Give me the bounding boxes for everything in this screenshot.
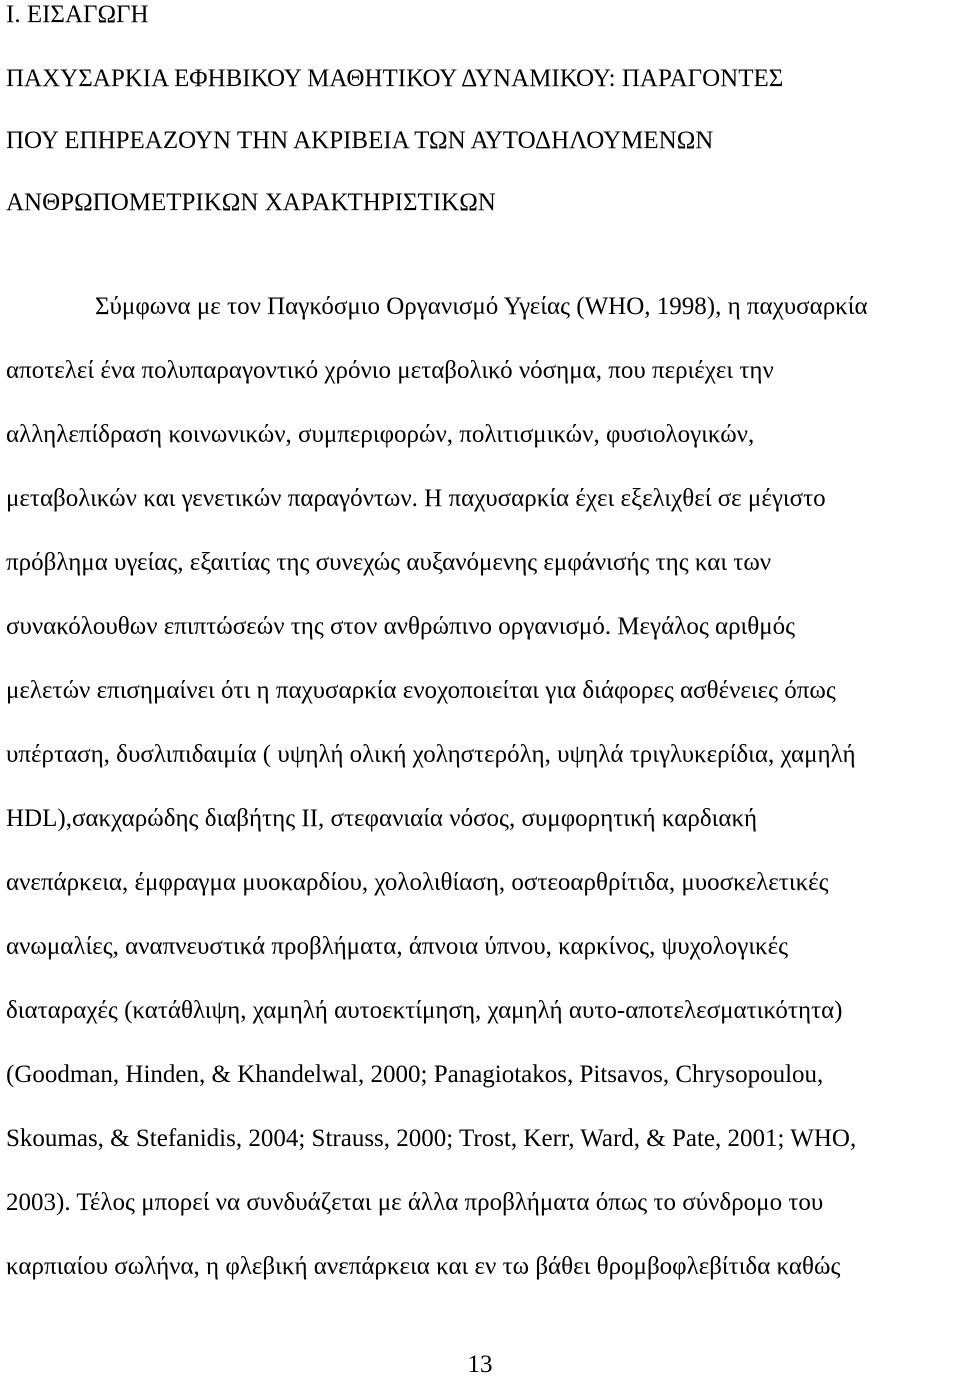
body-line: (Goodman, Hinden, & Khandelwal, 2000; Panagiotakos, Pitsavos, Chrysopoulou,	[6, 1061, 824, 1088]
title-line-3: ΑΝΘΡΩΠΟΜΕΤΡΙΚΩΝ ΧΑΡΑΚΤΗΡΙΣΤΙΚΩΝ	[6, 189, 496, 216]
body-line: ανωμαλίες, αναπνευστικά προβλήματα, άπνοια ύπνου, καρκίνος, ψυχολογικές	[6, 933, 789, 960]
body-line: Skoumas, & Stefanidis, 2004; Strauss, 2000; Trost, Kerr, Ward, & Pate, 2001; WHO,	[6, 1125, 857, 1152]
body-line: μεταβολικών και γενετικών παραγόντων. Η παχυσαρκία έχει εξελιχθεί σε μέγιστο	[6, 485, 826, 512]
body-line: διαταραχές (κατάθλιψη, χαμηλή αυτοεκτίμηση, χαμηλή αυτο-αποτελεσματικότητα)	[6, 997, 843, 1024]
body-line: πρόβλημα υγείας, εξαιτίας της συνεχώς αυξανόμενης εμφάνισής της και των	[6, 549, 772, 576]
body-line: καρπιαίου σωλήνα, η φλεβική ανεπάρκεια και εν τω βάθει θρομβοφλεβίτιδα καθώς	[6, 1253, 841, 1280]
title-line-2: ΠΟΥ ΕΠΗΡΕΑΖΟΥΝ ΤΗΝ ΑΚΡΙΒΕΙΑ ΤΩΝ ΑΥΤΟΔΗΛΟΥΜΕΝΩΝ	[6, 127, 714, 154]
body-line: αλληλεπίδραση κοινωνικών, συμπεριφορών, πολιτισμικών, φυσιολογικών,	[6, 421, 755, 448]
body-line: μελετών επισημαίνει ότι η παχυσαρκία ενοχοποιείται για διάφορες ασθένειες όπως	[6, 677, 836, 704]
page-number: 13	[467, 1351, 493, 1378]
body-line: HDL),σακχαρώδης διαβήτης ΙΙ, στεφανιαία νόσος, συμφορητική καρδιακή	[6, 805, 758, 832]
section-heading: Ι. ΕΙΣΑΓΩΓΗ	[6, 1, 149, 28]
body-line: υπέρταση, δυσλιπιδαιμία ( υψηλή ολική χοληστερόλη, υψηλά τριγλυκερίδια, χαμηλή	[6, 741, 856, 768]
body-line: αποτελεί ένα πολυπαραγοντικό χρόνιο μεταβολικό νόσημα, που περιέχει την	[6, 357, 774, 384]
body-line: Σύμφωνα με τον Παγκόσμιο Οργανισμό Υγείας (WHO, 1998), η παχυσαρκία	[95, 293, 868, 320]
body-line: 2003). Τέλος μπορεί να συνδυάζεται με άλλα προβλήματα όπως το σύνδρομο του	[6, 1189, 824, 1216]
body-line: ανεπάρκεια, έμφραγμα μυοκαρδίου, χολολιθίαση, οστεοαρθρίτιδα, μυοσκελετικές	[6, 869, 829, 896]
title-line-1: ΠΑΧΥΣΑΡΚΙΑ ΕΦΗΒΙΚΟΥ ΜΑΘΗΤΙΚΟΥ ΔΥΝΑΜΙΚΟΥ: ΠΑΡΑΓΟΝΤΕΣ	[6, 65, 784, 92]
body-line: συνακόλουθων επιπτώσεών της στον ανθρώπινο οργανισμό. Μεγάλος αριθμός	[6, 613, 796, 640]
